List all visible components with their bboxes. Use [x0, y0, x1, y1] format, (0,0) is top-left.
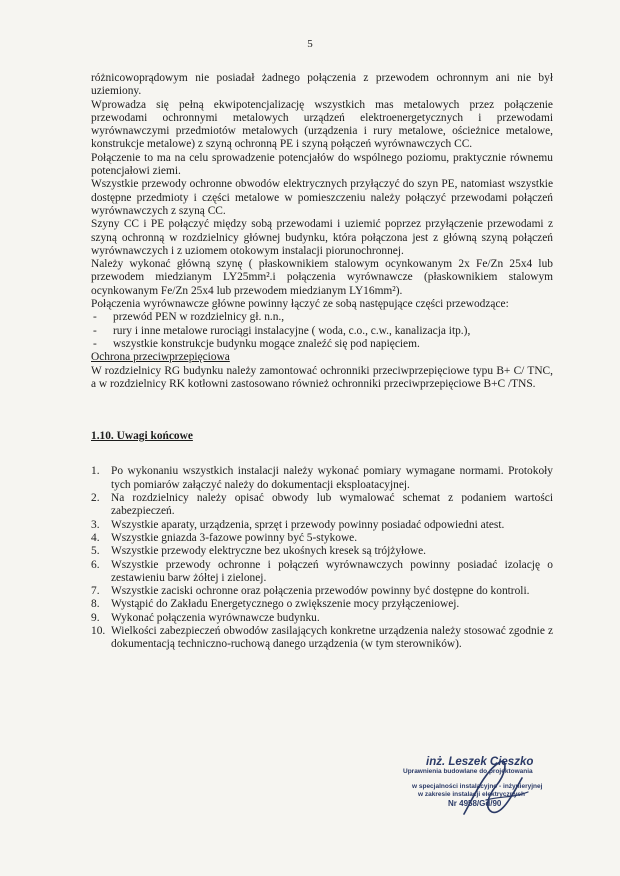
- paragraph: Należy wykonać główną szynę ( płaskownikiem stalowym ocynkowanym 2x Fe/Zn 25x4 lub przewodem miedzianym LY25mm².i połączenia wyrównawcze (płaskownikiem stalowym ocynkowanym Fe/Zn 25x4 lub przewodem miedzianym LY16mm²).: [91, 258, 553, 297]
- list-item: [91, 625, 553, 652]
- item-number: 5.: [91, 545, 100, 558]
- stamp-line: Nr 4958/Gd/90: [448, 798, 502, 808]
- item-number: 6.: [91, 558, 100, 571]
- page-number: 5: [307, 38, 313, 50]
- list-item: [91, 519, 553, 532]
- list-item: - przewód PEN w rozdzielnicy gł. n.n.,: [91, 311, 553, 324]
- item-number: 3.: [91, 518, 100, 531]
- item-number: 7.: [91, 585, 100, 598]
- item-number: 2.: [91, 492, 100, 505]
- item-text: Wszystkie przewody elektryczne bez ukośnych kresek są trójżyłowe.: [111, 545, 427, 558]
- item-text: Wszystkie przewody ochronne i połączeń wyrównawczych powinny posiadać izolację o zestawieniu barw żółtej i zielonej.: [111, 558, 553, 584]
- list-item: [91, 465, 553, 492]
- bullet-list: [91, 311, 553, 351]
- paragraph: różnicowoprądowym nie posiadał żadnego połączenia z przewodem ochronnym ani nie był uziemiony.: [91, 72, 553, 98]
- item-text: Wielkości zabezpieczeń obwodów zasilających konkretne urządzenia należy stosować zgodnie z dokumentacją techniczno-ruchową danego urządzenia (w tym sterowników).: [111, 624, 553, 651]
- list-item: - wszystkie konstrukcje budynku mogące znaleźć się pod napięciem.: [91, 338, 553, 351]
- list-item: [91, 598, 553, 611]
- list-item: [91, 612, 553, 625]
- item-number: 9.: [91, 611, 100, 624]
- item-text: Wszystkie zaciski ochronne oraz połączenia przewodów powinny być dostępne do kontroli.: [111, 585, 530, 598]
- paragraph: Wprowadza się pełną ekwipotencjalizację wszystkich mas metalowych przez połączenie przewodami ochronnymi metalowych urządzeń elektroenergetycznych i przewodami wyrównawczymi przedmiotów metalowych (urządzenia i rury metalowe, ościeżnice metalowe, konstrukcje metalowe) z szyną ochronną PE i szyną połączeń wyrównawczych CC.: [91, 98, 553, 151]
- paragraph: Połączenie to ma na celu sprowadzenie potencjałów do wspólnego poziomu, praktycznie równemu potencjałowi ziemi.: [91, 151, 553, 178]
- stamp-line: w specjalności instalacyjno - inżynieryjnej: [412, 782, 543, 790]
- designer-stamp: [398, 756, 558, 808]
- list-item: [91, 585, 553, 598]
- paragraph: Szyny CC i PE połączyć między sobą przewodami i uziemić poprzez przyłączenie przewodami z szyną ochronną w rozdzielnicy głównej budynku, która połączona jest z główną szyną połączeń wyrównawczych i z uziomem otokowym instalacji piorunochronnej.: [91, 218, 553, 257]
- item-text: Wszystkie gniazda 3-fazowe powinny być 5-stykowe.: [111, 531, 358, 544]
- body-text: [91, 72, 553, 652]
- item-number: 10.: [91, 624, 106, 637]
- paragraph: Wszystkie przewody ochronne obwodów elektrycznych przyłączyć do szyn PE, natomiast wszystkie dostępne przedmioty i części metalowe w pomieszczeniu należy połączyć przewodami połączeń wyrównawczych z szyną CC.: [91, 178, 553, 217]
- list-item: [91, 492, 553, 519]
- section-title: 1.10. Uwagi końcowe: [91, 430, 193, 443]
- surge-protection-text: W rozdzielnicy RG budynku należy zamontować ochronniki przeciwprzepięciowe typu B+ C/ TNC, a w rozdzielnicy RK kotłowni zastosowano również ochronniki przeciwprzepięciowe B+C /TNS.: [91, 364, 553, 390]
- surge-protection-heading: Ochrona przeciwprzepięciowa: [91, 351, 230, 364]
- item-number: 8.: [91, 598, 100, 611]
- list-item: [91, 532, 553, 545]
- list-item: [91, 545, 553, 558]
- item-text: Na rozdzielnicy należy opisać obwody lub wymalować schemat z podaniem wartości zabezpieczeń.: [111, 492, 553, 518]
- remarks-list: [91, 465, 553, 651]
- stamp-line: Uprawnienia budowlane do projektowania: [403, 768, 533, 775]
- list-item: - rury i inne metalowe rurociągi instalacyjne ( woda, c.o., c.w., kanalizacja itp.),: [91, 325, 553, 338]
- stamp-line: w zakresie instalacji elektrycznych: [418, 791, 525, 798]
- item-number: 1.: [91, 465, 100, 478]
- item-text: Wszystkie aparaty, urządzenia, sprzęt i przewody powinny posiadać odpowiedni atest.: [111, 518, 505, 531]
- item-text: Wystąpić do Zakładu Energetycznego o zwiększenie mocy przyłączeniowej.: [111, 598, 460, 611]
- stamp-name: inż. Leszek Cieszko: [426, 756, 534, 768]
- item-text: Po wykonaniu wszystkich instalacji należy wykonać pomiary wymagane normami. Protokoły tych pomiarów załączyć należy do dokumentacji eksploatacyjnej.: [111, 465, 553, 491]
- item-number: 4.: [91, 531, 100, 544]
- list-item: [91, 559, 553, 586]
- item-text: Wykonać połączenia wyrównawcze budynku.: [111, 611, 320, 624]
- paragraph: Połączenia wyrównawcze główne powinny łączyć ze sobą następujące części przewodzące:: [91, 298, 509, 311]
